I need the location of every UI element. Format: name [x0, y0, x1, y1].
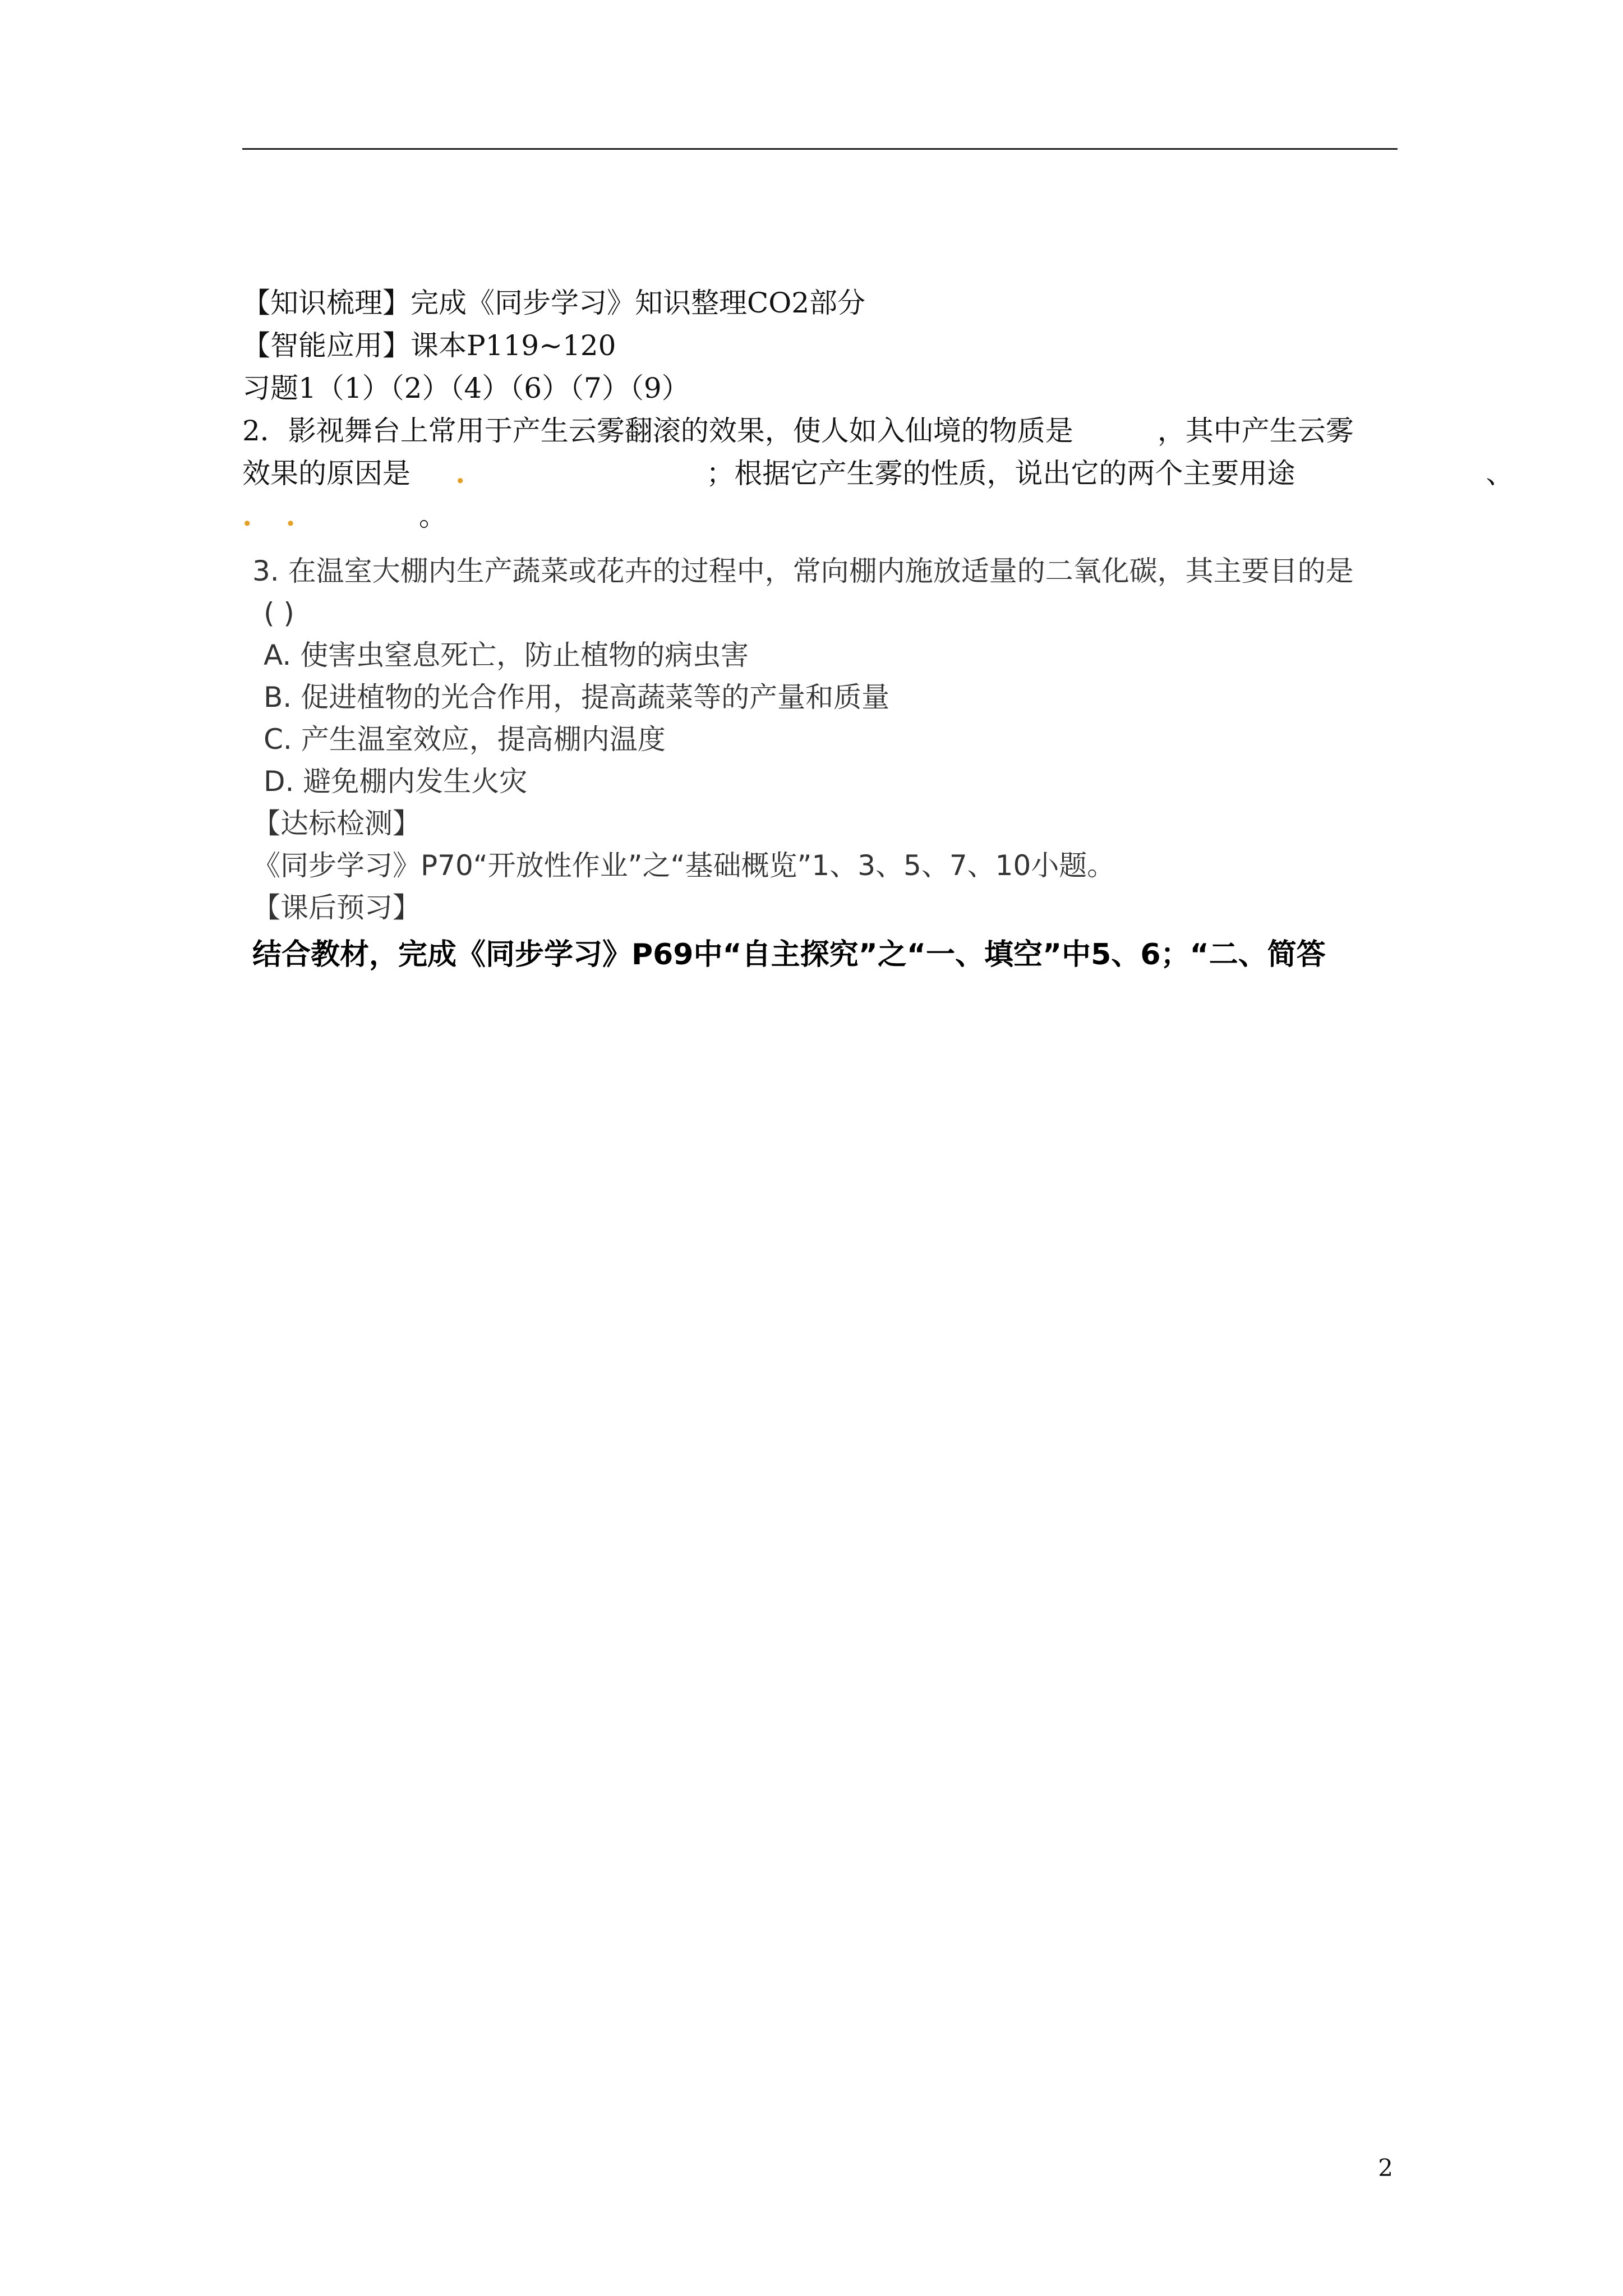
question-2-text-d: ；根据它产生雾的性质，说出它的两个主要用途 [706, 457, 1295, 490]
question-2-text-c: 效果的原因是 [242, 457, 411, 490]
application-line: 【智能应用】课本P119~120 [242, 329, 616, 362]
option-b: B. 促进植物的光合作用，提高蔬菜等的产量和质量 [264, 681, 890, 714]
option-d: D. 避免棚内发生火灾 [264, 765, 528, 798]
knowledge-line: 【知识梳理】完成《同步学习》知识整理CO2部分 [242, 287, 866, 319]
question-2-text-f: 。 [418, 500, 447, 532]
question-2-line-3 [242, 499, 447, 533]
preview-text: 结合教材，完成《同步学习》P69中“自主探究”之“一、填空”中5、6；“二、简答 [252, 938, 1326, 972]
header-rule [242, 148, 1398, 150]
question-2-text-a: 2．影视舞台上常用于产生云雾翻滚的效果，使人如入仙境的物质是 [242, 415, 1073, 447]
question-3-answer-bracket[interactable]: ( ) [264, 597, 294, 629]
mark-dot: . [455, 457, 465, 490]
question-3-stem: 3. 在温室大棚内生产蔬菜或花卉的过程中，常向棚内施放适量的二氧化碳，其主要目的是 [252, 555, 1354, 587]
mark-dot: . [285, 499, 296, 532]
question-2-text-e: 、 [1486, 457, 1514, 490]
mark-dot: . [242, 499, 252, 532]
section-heading-check: 【达标检测】 [252, 807, 421, 840]
option-c: C. 产生温室效应，提高棚内温度 [264, 723, 666, 756]
check-text: 《同步学习》P70“开放性作业”之“基础概览”1、3、5、7、10小题。 [252, 849, 1115, 882]
question-2-line-1 [242, 414, 1354, 448]
question-2-text-b: ，其中产生云雾 [1157, 415, 1354, 447]
question-2-line-2 [242, 457, 1514, 490]
section-heading-preview: 【课后预习】 [252, 891, 421, 924]
page-number: 2 [1378, 2154, 1393, 2182]
exercise-line: 习题1（1）（2）（4）（6）（7）（9） [242, 372, 690, 404]
option-a: A. 使害虫窒息死亡，防止植物的病虫害 [264, 639, 749, 671]
